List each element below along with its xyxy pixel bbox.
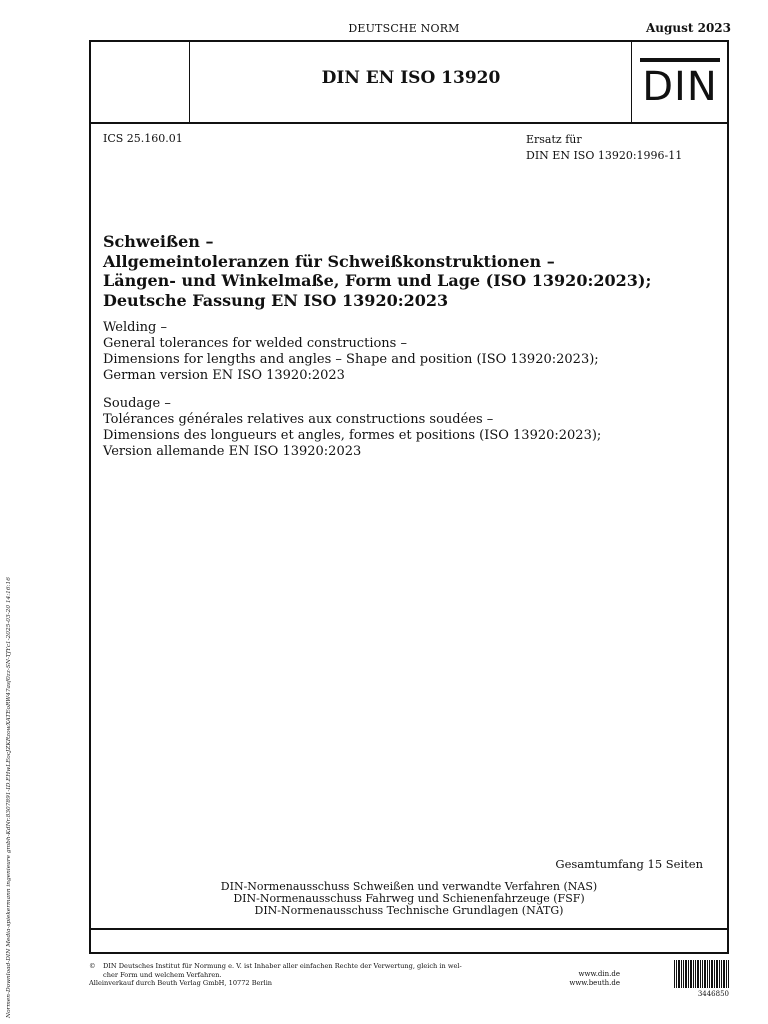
title-de-line: Allgemeintoleranzen für Schweißkonstruktionen – <box>103 251 555 271</box>
divider <box>91 928 727 930</box>
copyright-symbol: © <box>89 962 96 970</box>
title-en-line: German version EN ISO 13920:2023 <box>103 368 345 383</box>
title-german <box>103 232 713 310</box>
title-en-line: Dimensions for lengths and angles – Shape and position (ISO 13920:2023); <box>103 352 599 367</box>
committee-item: DIN-Normenausschuss Technische Grundlagen (NATG) <box>254 904 564 917</box>
cover-frame <box>89 40 729 954</box>
copyright-line: cher Form und welchem Verfahren. <box>103 970 222 979</box>
title-french <box>103 396 713 460</box>
page-count: Gesamtumfang 15 Seiten <box>555 857 703 871</box>
title-fr-line: Soudage – <box>103 396 171 411</box>
publication-date: August 2023 <box>645 21 731 35</box>
title-fr-line: Tolérances générales relatives aux constructions soudées – <box>103 412 494 427</box>
title-english <box>103 320 713 384</box>
left-cell <box>91 42 190 122</box>
committee-item: DIN-Normenausschuss Schweißen und verwandte Verfahren (NAS) <box>220 880 598 893</box>
ics-code: ICS 25.160.01 <box>103 132 183 145</box>
svg-text:DIN: DIN <box>642 64 718 108</box>
copyright-line: DIN Deutsches Institut für Normung e. V. ist Inhaber aller einfachen Rechte der Verwertung, gleich in wel- <box>103 962 462 970</box>
barcode-number: 3446850 <box>697 990 729 998</box>
title-de-line: Deutsche Fassung EN ISO 13920:2023 <box>103 290 449 310</box>
replacement-document: DIN EN ISO 13920:1996-11 <box>526 149 683 162</box>
title-en-line: General tolerances for welded constructions – <box>103 336 407 351</box>
distribution-note: Alleinverkauf durch Beuth Verlag GmbH, 10772 Berlin <box>89 979 273 987</box>
document-number: DIN EN ISO 13920 <box>321 68 501 88</box>
replacement-info <box>526 132 682 164</box>
din-website-link[interactable]: www.din.de <box>578 970 620 978</box>
download-watermark: Normen-Download-DIN Media-spiekermann ingenieure gmbh-KdNr.8307891-ID.EHwLEocJZKRzowXATEoRW47asf0zz-SN-TJYc1-2025-03-20 14:16:16 <box>6 577 12 1018</box>
title-en-line: Welding – <box>103 320 167 335</box>
logo-cell <box>631 42 727 122</box>
replacement-label: Ersatz für <box>526 133 582 146</box>
footer-links <box>540 970 620 987</box>
barcode-icon <box>674 960 729 988</box>
committee-item: DIN-Normenausschuss Fahrweg und Schienenfahrzeuge (FSF) <box>233 892 585 905</box>
title-band <box>91 42 727 124</box>
committee-list <box>91 881 727 917</box>
title-de-line: Längen- und Winkelmaße, Form und Lage (ISO 13920:2023); <box>103 271 652 290</box>
title-de-line: Schweißen – <box>103 232 214 251</box>
title-fr-line: Version allemande EN ISO 13920:2023 <box>103 444 362 459</box>
din-logo-icon <box>638 56 722 108</box>
title-fr-line: Dimensions des longueurs et angles, formes et positions (ISO 13920:2023); <box>103 428 602 443</box>
norm-type-label: DEUTSCHE NORM <box>348 22 460 35</box>
beuth-website-link[interactable]: www.beuth.de <box>569 978 620 987</box>
